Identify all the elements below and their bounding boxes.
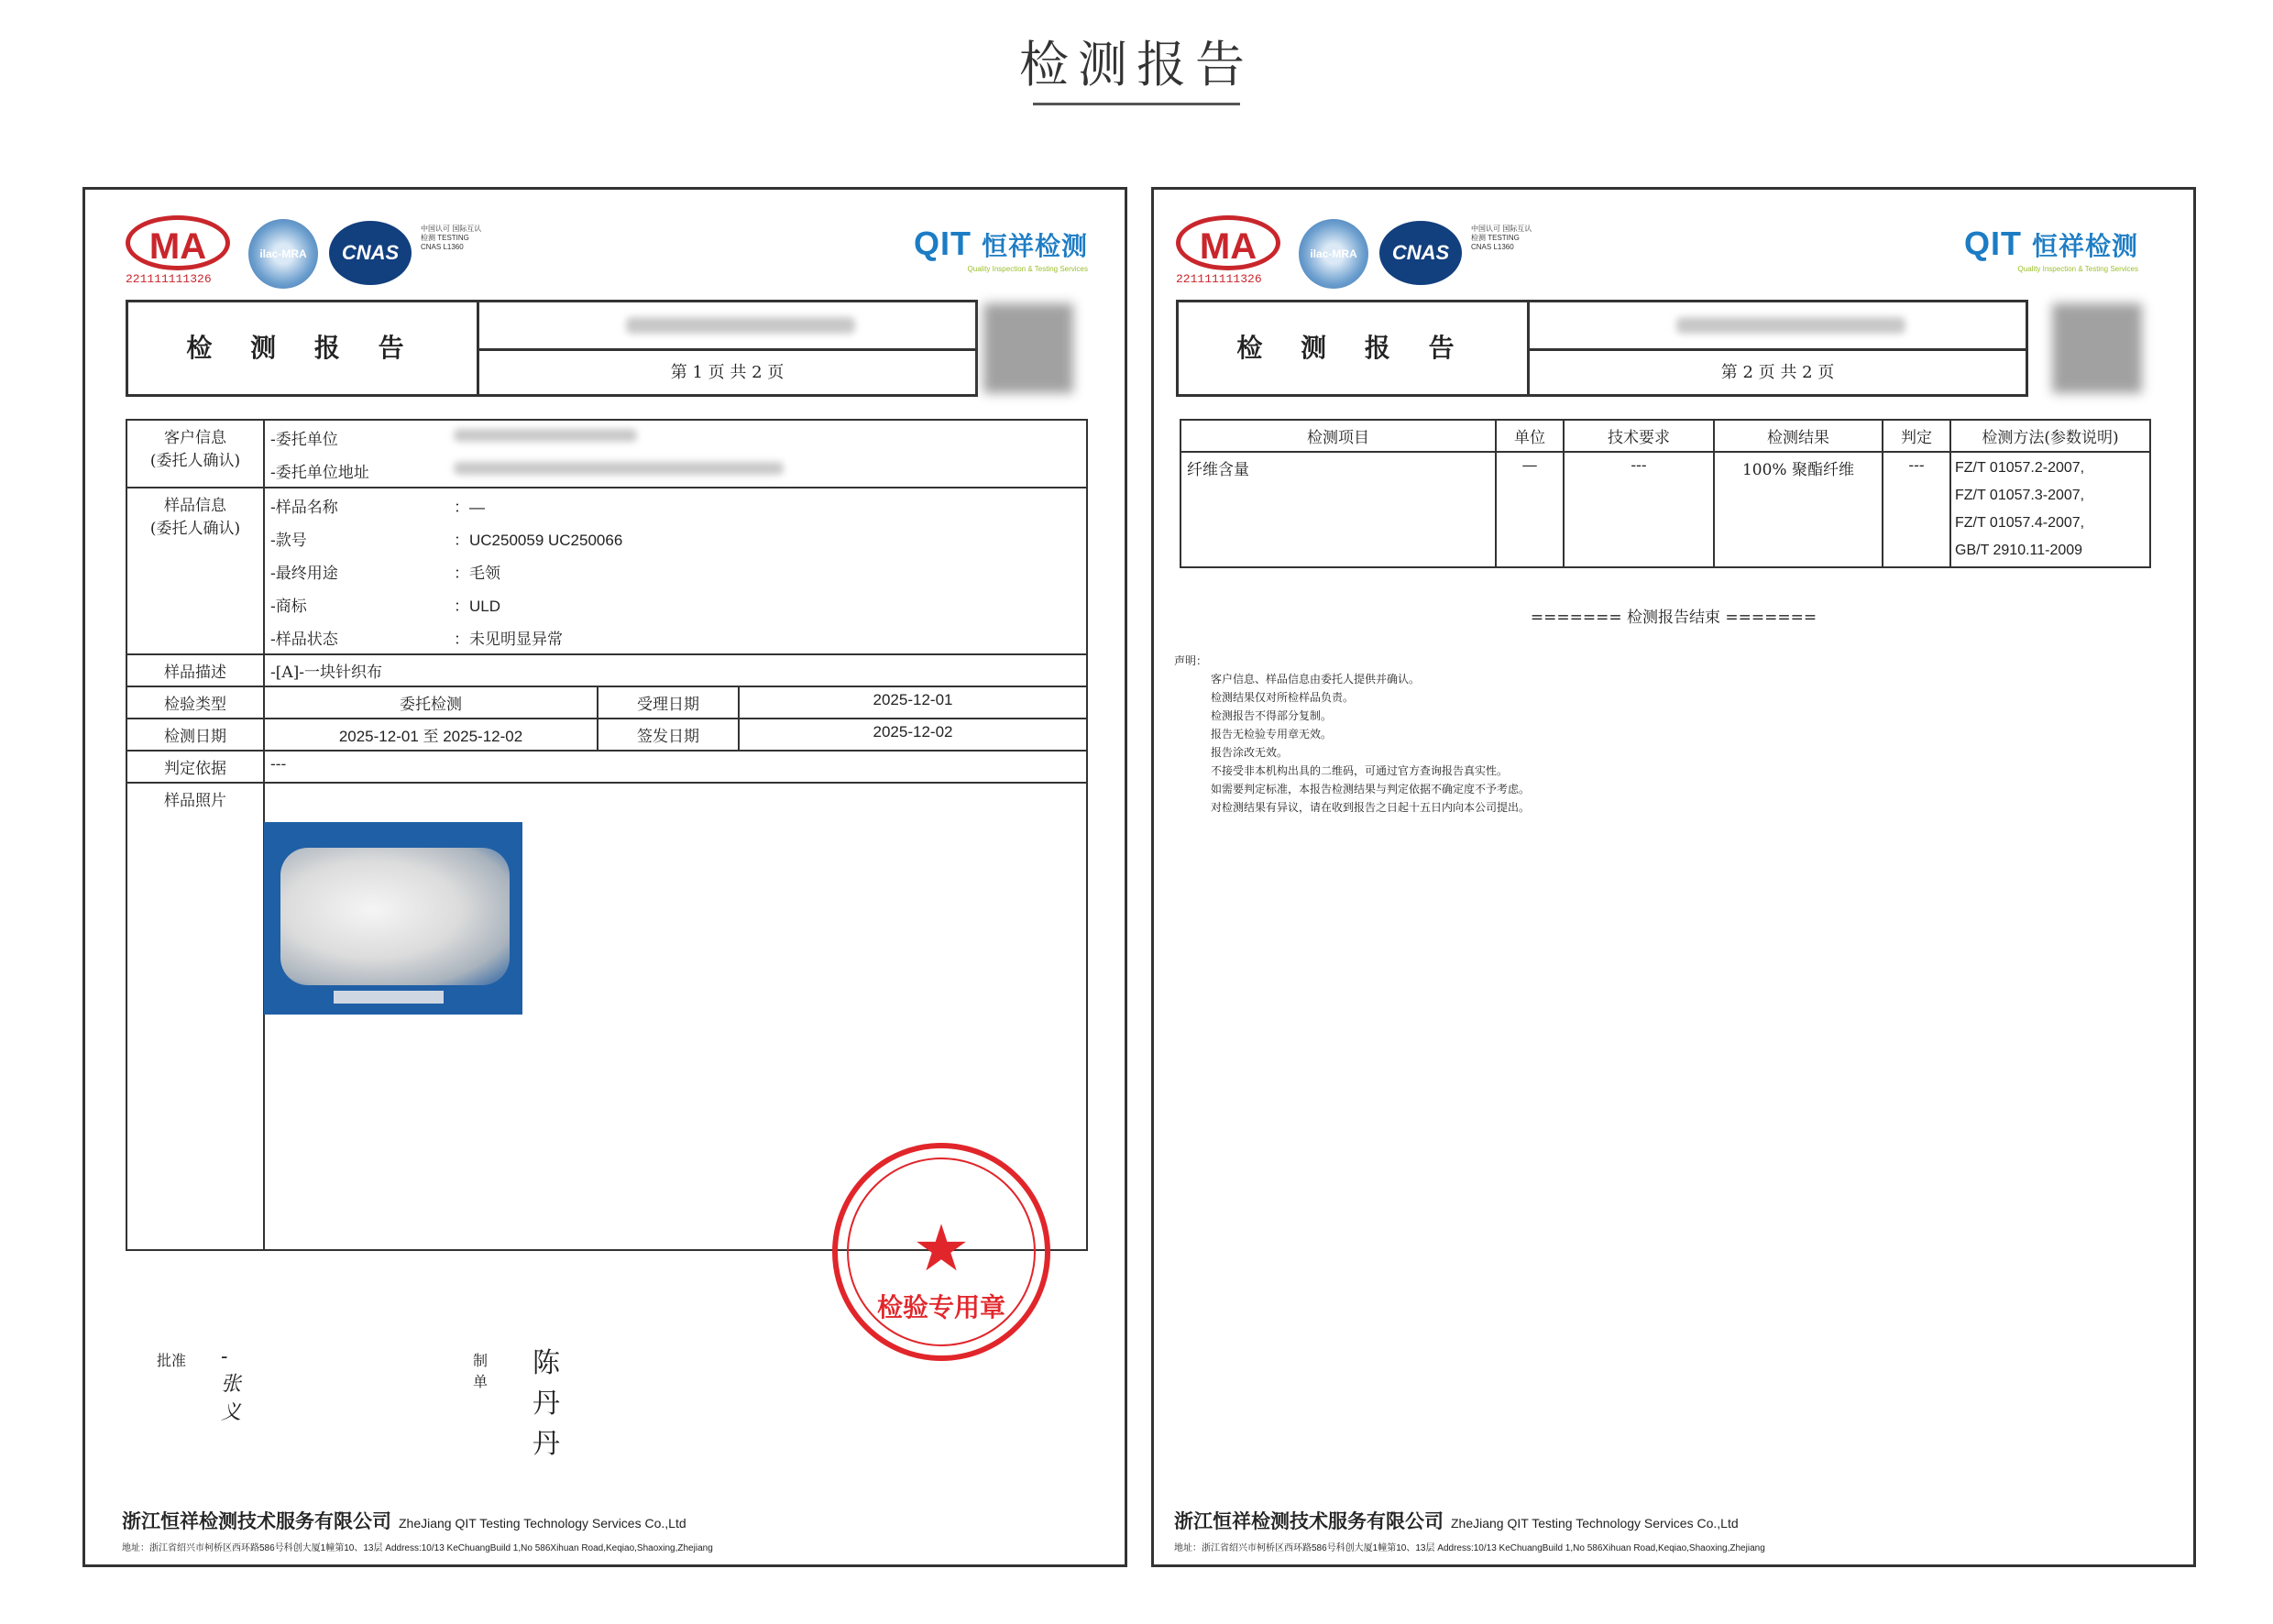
note-item: 客户信息、样品信息由委托人提供并确认。 — [1211, 673, 1421, 686]
col-method: 检测方法(参数说明) — [1950, 420, 2150, 452]
ilac-logo: ilac-MRA — [248, 219, 318, 289]
method-line: GB/T 2910.11-2009 — [1955, 543, 2083, 558]
sample-photo — [264, 822, 522, 1015]
table-row — [1180, 452, 2150, 567]
qit-brand-cn: 恒祥检测 — [2031, 232, 2138, 260]
issue-date-label: 签发日期 — [598, 719, 739, 751]
sample-field-style: -款号 — [270, 531, 307, 550]
cnas-logo: CNAS — [1379, 221, 1462, 285]
note-item: 报告无检验专用章无效。 — [1211, 728, 1333, 741]
qit-tagline: Quality Inspection & Testing Services — [967, 265, 1088, 273]
qit-brand-cn: 恒祥检测 — [981, 232, 1088, 260]
page-indicator: 第 1 页 共 2 页 — [670, 363, 785, 382]
basis-label: 判定依据 — [126, 751, 264, 783]
cnas-side-text: 中国认可 国际互认 检测 TESTING CNAS L1360 — [421, 225, 482, 251]
test-date-value: 2025-12-01 至 2025-12-02 — [264, 719, 598, 751]
approve-label: 批准 — [157, 1352, 187, 1369]
client-value-redacted — [454, 428, 1081, 446]
col-result: 检测结果 — [1714, 420, 1883, 452]
ma-number: 221111111326 — [1176, 272, 1262, 286]
test-date-label: 检测日期 — [126, 719, 264, 751]
company-name-cn: 浙江恒祥检测技术服务有限公司 — [122, 1509, 391, 1532]
qit-brand: QIT — [913, 225, 972, 262]
sample-field-state: -样品状态 — [270, 630, 338, 649]
approve-signature: -张义 — [221, 1345, 242, 1424]
sample-field-value: ：— — [454, 498, 485, 516]
note-item: 不接受非本机构出具的二维码，可通过官方查询报告真实性。 — [1211, 764, 1509, 777]
sample-field-brand: -商标 — [270, 597, 307, 616]
report-number-redacted — [479, 302, 975, 351]
ma-logo — [126, 215, 230, 270]
report-header-box — [1176, 300, 2028, 397]
notes-title: 声明： — [1174, 654, 1208, 667]
col-judgement: 判定 — [1883, 420, 1950, 452]
note-item: 检测结果仅对所检样品负责。 — [1211, 691, 1355, 704]
cnas-logo: CNAS — [329, 221, 412, 285]
test-result-table — [1180, 419, 2151, 568]
report-page-2 — [1151, 187, 2196, 1567]
sample-desc-label: 样品描述 — [126, 654, 264, 686]
sample-state-value: ：未见明显异常 — [454, 630, 563, 648]
method-line: FZ/T 01057.4-2007, — [1955, 515, 2085, 531]
col-item: 检测项目 — [1180, 420, 1496, 452]
row-judgement: --- — [1883, 452, 1950, 567]
company-address: 地址：浙江省绍兴市柯桥区西环路586号科创大厦1幢第10、13层 Address:10/13 KeChuangBuild 1,No 586Xihuan Road,Keqiao,Shaoxing,Zhejiang — [122, 1543, 713, 1553]
basis-value: --- — [264, 751, 1087, 783]
stamp-star-icon: ★ — [912, 1211, 971, 1286]
qit-logo — [914, 225, 1088, 273]
ma-logo-text: MA — [148, 226, 207, 267]
issue-date-value: 2025-12-02 — [739, 719, 1087, 751]
signature-row — [157, 1345, 560, 1460]
ilac-logo: ilac-MRA — [1299, 219, 1368, 289]
report-number-redacted — [1530, 302, 2026, 351]
inspection-stamp — [832, 1143, 1050, 1361]
prepare-label: 制单 — [473, 1352, 489, 1390]
col-unit: 单位 — [1496, 420, 1564, 452]
ma-logo — [1176, 215, 1280, 270]
row-item: 纤维含量 — [1180, 452, 1496, 567]
row-result: 100% 聚酯纤维 — [1714, 452, 1883, 567]
company-address: 地址：浙江省绍兴市柯桥区西环路586号科创大厦1幢第10、13层 Address:10/13 KeChuangBuild 1,No 586Xihuan Road,Keqiao,Shaoxing,Zhejiang — [1174, 1543, 1765, 1553]
sample-use-value: ：毛领 — [454, 564, 500, 582]
row-methods — [1950, 452, 2150, 567]
page-footer — [1174, 1507, 2146, 1553]
receive-date-value: 2025-12-01 — [739, 686, 1087, 719]
statement-notes — [1174, 652, 1530, 817]
method-line: FZ/T 01057.2-2007, — [1955, 460, 2085, 476]
ma-logo-text: MA — [1199, 226, 1257, 267]
receive-date-label: 受理日期 — [598, 686, 739, 719]
client-field-address: -委托单位地址 — [270, 463, 369, 482]
page-footer — [122, 1507, 1093, 1553]
cnas-side-text: 中国认可 国际互认 检测 TESTING CNAS L1360 — [1471, 225, 1532, 251]
test-type-label: 检验类型 — [126, 686, 264, 719]
sample-field-use: -最终用途 — [270, 564, 338, 583]
note-item: 报告涂改无效。 — [1211, 746, 1289, 759]
col-requirement: 技术要求 — [1564, 420, 1714, 452]
note-item: 检测报告不得部分复制。 — [1211, 709, 1333, 722]
page-title: 检测报告 — [1019, 36, 1254, 93]
qit-brand: QIT — [1963, 225, 2022, 262]
qr-code-redacted — [983, 303, 1073, 393]
logo-row — [1176, 215, 2138, 298]
company-name-en: ZheJiang QIT Testing Technology Services Co.,Ltd — [399, 1516, 686, 1531]
sample-photo-label: 样品照片 — [126, 783, 264, 1250]
sample-style-value: ：UC250059 UC250066 — [454, 531, 623, 549]
page-indicator: 第 2 页 共 2 页 — [1720, 363, 1835, 382]
sample-brand-value: ：ULD — [454, 597, 501, 615]
logo-row — [126, 215, 1088, 298]
method-line: FZ/T 01057.3-2007, — [1955, 488, 2085, 503]
test-type-value: 委托检测 — [264, 686, 598, 719]
ma-number: 221111111326 — [126, 272, 212, 286]
note-item: 如需要判定标准，本报告检测结果与判定依据不确定度不予考虑。 — [1211, 783, 1531, 796]
stamp-text: 检验专用章 — [876, 1292, 1005, 1322]
prepare-signature: 陈丹丹 — [533, 1347, 560, 1460]
row-requirement: --- — [1564, 452, 1714, 567]
client-info-label: 客户信息 (委托人确认) — [126, 420, 264, 488]
sample-desc-value: -[A]-一块针织布 — [264, 654, 1087, 686]
qr-code-redacted — [2052, 303, 2142, 393]
company-name-en: ZheJiang QIT Testing Technology Services Co.,Ltd — [1451, 1516, 1739, 1531]
company-name-cn: 浙江恒祥检测技术服务有限公司 — [1174, 1509, 1444, 1532]
report-header-title: 检 测 报 告 — [128, 302, 479, 394]
qit-tagline: Quality Inspection & Testing Services — [2017, 265, 2138, 273]
note-item: 对检测结果有异议，请在收到报告之日起十五日内向本公司提出。 — [1211, 801, 1531, 814]
row-unit: — — [1496, 452, 1564, 567]
report-end-line: ======= 检测报告结束 ======= — [1530, 609, 1817, 627]
report-header-title: 检 测 报 告 — [1179, 302, 1530, 394]
client-field-name: -委托单位 — [270, 430, 338, 449]
qit-logo — [1964, 225, 2138, 273]
sample-field-name: -样品名称 — [270, 498, 338, 517]
client-address-redacted — [454, 461, 1081, 479]
report-page-1 — [82, 187, 1127, 1567]
report-header-box — [126, 300, 978, 397]
title-underline — [1033, 103, 1240, 105]
sample-info-label: 样品信息 (委托人确认) — [126, 488, 264, 654]
